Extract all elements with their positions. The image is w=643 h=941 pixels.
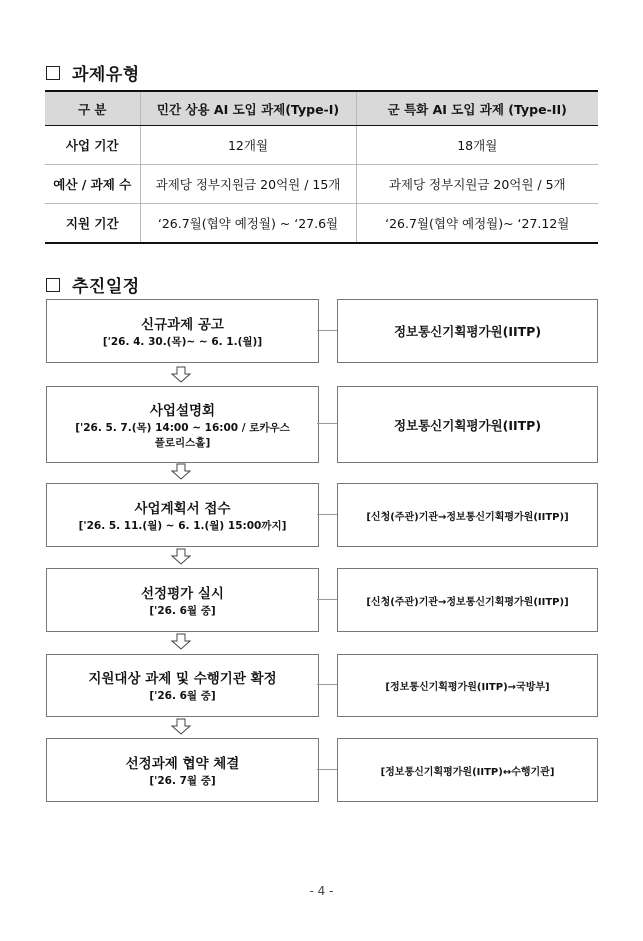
down-arrow-icon <box>170 548 192 566</box>
step-title: 사업계획서 접수 <box>134 500 231 517</box>
schedule-step-confirmation <box>46 654 319 717</box>
step-date <box>75 421 290 449</box>
row-label: 지원 기간 <box>45 204 140 244</box>
table-header-row <box>45 91 598 126</box>
step-organization: 정보통신기획평가원(IITP) <box>337 299 598 363</box>
connector-line <box>317 599 337 600</box>
step-date: ['26. 4. 30.(목)~ ~ 6. 1.(월)] <box>102 335 263 348</box>
step-organization: [신청(주관)기관→정보통신기획평가원(IITP)] <box>337 483 598 547</box>
step-organization: 정보통신기획평가원(IITP) <box>337 386 598 463</box>
step-organization: [정보통신기획평가원(IITP)↔수행기관] <box>337 738 598 802</box>
step-organization: [신청(주관)기관→정보통신기획평가원(IITP)] <box>337 568 598 632</box>
connector-line <box>317 330 337 331</box>
step-title: 선정과제 협약 체결 <box>125 755 240 772</box>
table-row <box>45 126 598 165</box>
schedule-step-briefing <box>46 386 319 463</box>
step-organization: [정보통신기획평가원(IITP)→국방부] <box>337 654 598 717</box>
header-type-2: 군 특화 AI 도입 과제 (Type-II) <box>356 91 598 126</box>
down-arrow-icon <box>170 633 192 651</box>
section-title-text: 과제유형 <box>72 65 140 85</box>
table-cell: 18개월 <box>356 126 598 165</box>
page-number: - 4 - <box>309 884 334 898</box>
schedule-step-agreement <box>46 738 319 802</box>
section-title-text: 추진일정 <box>72 277 140 297</box>
step-date: ['26. 6월 중] <box>149 604 216 617</box>
step-title: 선정평가 실시 <box>141 585 224 602</box>
schedule-step-submission <box>46 483 319 547</box>
connector-line <box>317 514 337 515</box>
checkbox-square-icon <box>46 278 60 292</box>
step-title: 사업설명회 <box>149 403 216 420</box>
step-date: ['26. 5. 11.(월) ~ 6. 1.(월) 15:00까지] <box>78 519 287 532</box>
table-cell: ‘26.7월(협약 예정월)~ ‘27.12월 <box>356 204 598 244</box>
step-date: ['26. 6월 중] <box>149 690 216 703</box>
header-type-1: 민간 상용 AI 도입 과제(Type-I) <box>140 91 356 126</box>
table-cell: ‘26.7월(협약 예정월) ~ ‘27.6월 <box>140 204 356 244</box>
connector-line <box>317 684 337 685</box>
table-cell: 과제당 정부지원금 20억원 / 5개 <box>356 165 598 204</box>
task-type-table <box>45 90 598 244</box>
down-arrow-icon <box>170 718 192 736</box>
schedule-step-announcement <box>46 299 319 363</box>
section-title-task-type <box>46 60 140 85</box>
step-date-line: 플로리스홀] <box>154 436 211 449</box>
schedule-step-evaluation <box>46 568 319 632</box>
step-title: 신규과제 공고 <box>141 316 224 333</box>
row-label: 사업 기간 <box>45 126 140 165</box>
step-date-line: ['26. 5. 7.(목) 14:00 ~ 16:00 / 로카우스 <box>75 422 290 435</box>
table-cell: 과제당 정부지원금 20억원 / 15개 <box>140 165 356 204</box>
checkbox-square-icon <box>46 66 60 80</box>
table-row <box>45 204 598 244</box>
step-date: ['26. 7월 중] <box>149 774 216 787</box>
connector-line <box>317 769 337 770</box>
table-row <box>45 165 598 204</box>
connector-line <box>317 423 337 424</box>
header-category: 구 분 <box>45 91 140 126</box>
section-title-schedule <box>46 272 140 297</box>
down-arrow-icon <box>170 366 192 384</box>
step-title: 지원대상 과제 및 수행기관 확정 <box>88 671 277 688</box>
down-arrow-icon <box>170 463 192 481</box>
row-label: 예산 / 과제 수 <box>45 165 140 204</box>
table-cell: 12개월 <box>140 126 356 165</box>
